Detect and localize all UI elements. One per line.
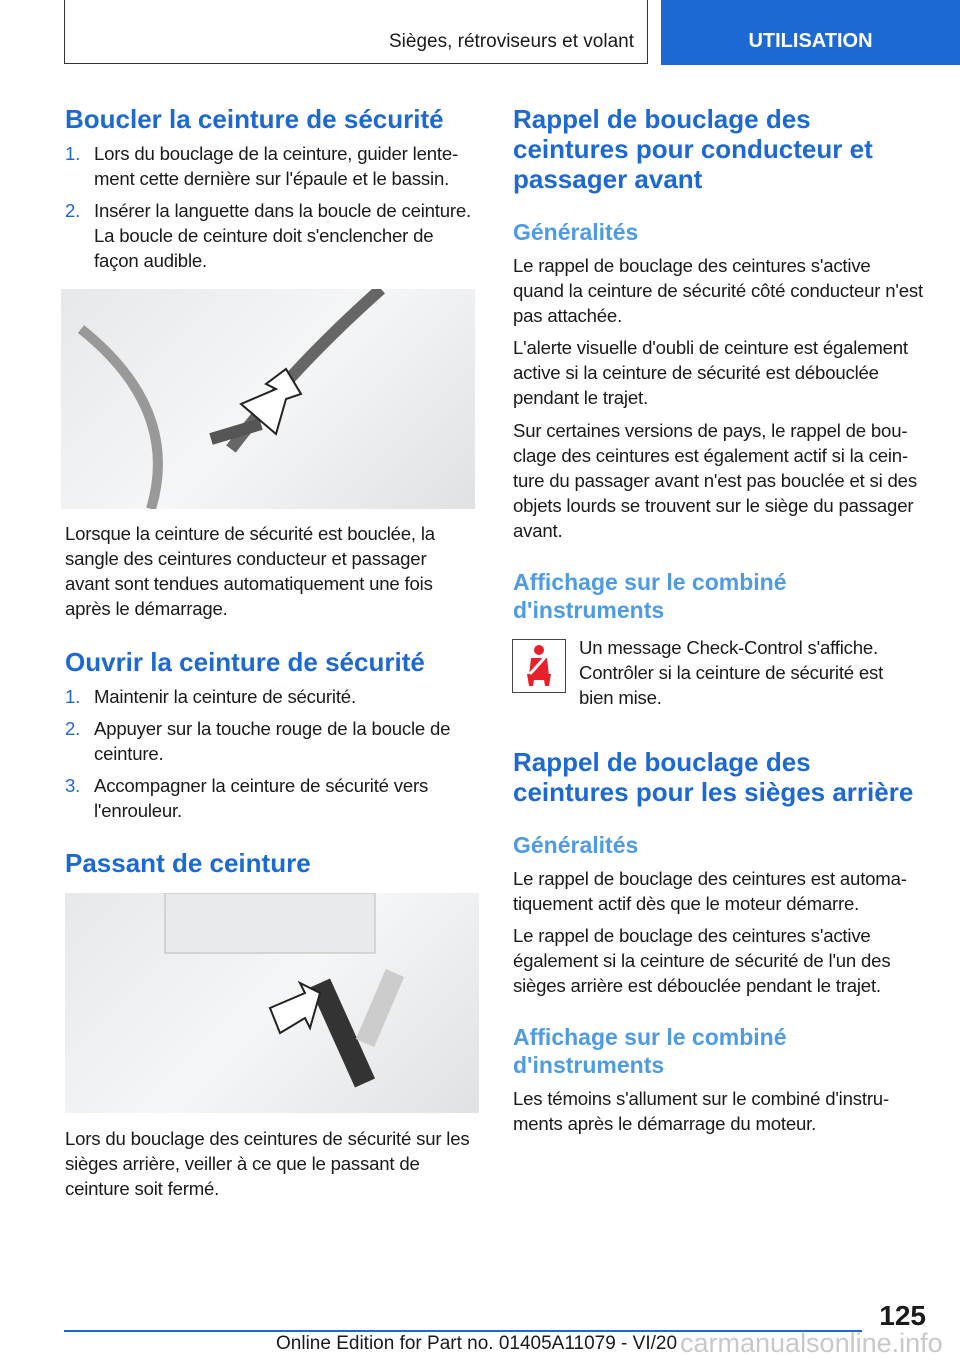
step-number: 3. (65, 775, 81, 796)
subheading-general: Généralités (513, 832, 639, 858)
paragraph: L'alerte visuelle d'oubli de ceinture est également active si la ceinture de sécurité est débouclée pendant le trajet. (513, 337, 908, 408)
page-number: 125 (879, 1300, 926, 1331)
step-text: Accompagner la ceinture de sécurité vers l'enrouleur. (94, 775, 429, 821)
watermark: carmanualsonline.info (680, 1328, 943, 1358)
edition-text: Online Edition for Part no. 01405A11079 - VI/20 (276, 1333, 678, 1354)
step-number: 2. (65, 718, 81, 739)
step-number: 1. (65, 143, 81, 164)
illustration (61, 289, 475, 509)
paragraph: Lorsque la ceinture de sécurité est bouclée, la sangle des ceintures conducteur et passager avant sont tendues automatiquement une fois après le démarrage. (65, 523, 435, 619)
header-title: Sièges, rétroviseurs et volant (388, 31, 634, 52)
paragraph: Les témoins s'allument sur le combiné d'instruments après le démarrage du moteur. (513, 1088, 890, 1134)
heading-rear-reminder: Rappel de bouclage des ceintures pour les sièges arrière (513, 747, 914, 807)
subheading-display: Affichage sur le combiné d'instruments (513, 1024, 787, 1078)
paragraph: Le rappel de bouclage des ceintures s'active également si la ceinture de sécurité de l'un des sièges arrière est débouclée pendant le trajet. (513, 925, 891, 996)
step-text: Lors du bouclage de la ceinture, guider lentement cette dernière sur l'épaule et le bassin. (94, 143, 459, 189)
heading-front-reminder: Rappel de bouclage des ceintures pour conducteur et passager avant (513, 104, 873, 194)
subheading-display: Affichage sur le combiné d'instruments (513, 569, 787, 623)
icon-description: Un message Check-Control s'affiche. Contrôler si la ceinture de sécurité est bien mise. (579, 637, 884, 708)
heading-unfasten: Ouvrir la ceinture de sécurité (65, 647, 425, 677)
illustration (65, 893, 479, 1113)
step-text: Insérer la languette dans la boucle de ceinture. La boucle de ceinture doit s'enclencher de façon audible. (94, 200, 471, 271)
step-number: 2. (65, 200, 81, 221)
belt-guide-image (65, 893, 479, 1113)
subheading-general: Généralités (513, 219, 639, 245)
step-number: 1. (65, 686, 81, 707)
seatbelt-buckle-image (61, 289, 475, 509)
seatbelt-warning-icon (512, 639, 566, 693)
section-tab[interactable]: UTILISATION (661, 0, 960, 65)
heading-fasten: Boucler la ceinture de sécurité (65, 104, 444, 134)
paragraph: Sur certaines versions de pays, le rappel de bouclage des ceintures est également actif si la ceinture du passager avant n'est pas bouclée et si des objets lourds se trouvent sur le siège du passager avant. (513, 420, 917, 541)
step-text: Appuyer sur la touche rouge de la boucle de ceinture. (94, 718, 451, 764)
paragraph: Le rappel de bouclage des ceintures s'active quand la ceinture de sécurité côté conducteur n'est pas attachée. (513, 255, 923, 326)
heading-belt-guide: Passant de ceinture (65, 848, 311, 878)
paragraph: Le rappel de bouclage des ceintures est automatiquement actif dès que le moteur démarre. (513, 868, 907, 914)
step-text: Maintenir la ceinture de sécurité. (94, 686, 356, 707)
paragraph: Lors du bouclage des ceintures de sécurité sur les sièges arrière, veiller à ce que le passant de ceinture soit fermé. (65, 1128, 470, 1199)
